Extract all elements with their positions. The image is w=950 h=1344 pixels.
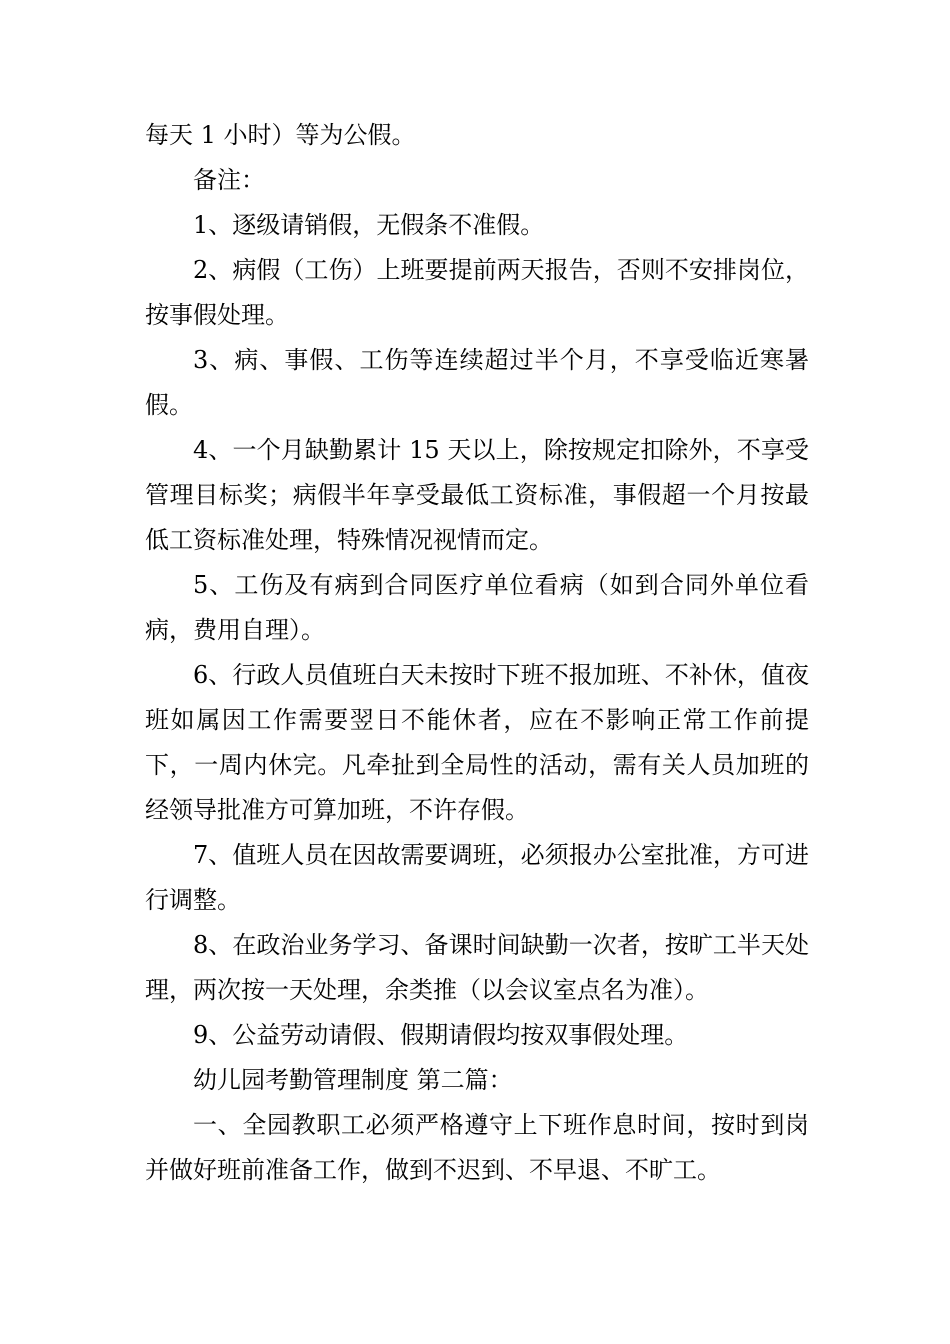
document-body xyxy=(145,113,809,1193)
paragraph-notes-heading: 备注： xyxy=(193,166,265,194)
paragraph-rule-1: 一、全园教职工必须严格遵守上下班作息时间，按时到岗并做好班前准备工作，做到不迟到、不早退、不旷工。 xyxy=(145,1111,809,1184)
section-heading: 幼儿园考勤管理制度 第二篇： xyxy=(193,1066,513,1094)
paragraph-note-3: 3、病、事假、工伤等连续超过半个月，不享受临近寒暑假。 xyxy=(145,346,809,419)
paragraph-note-5: 5、工伤及有病到合同医疗单位看病（如到合同外单位看病，费用自理）。 xyxy=(145,571,809,644)
paragraph-note-6: 6、行政人员值班白天未按时下班不报加班、不补休，值夜班如属因工作需要翌日不能休者，应在不影响正常工作前提下，一周内休完。凡牵扯到全局性的活动，需有关人员加班的经领导批准方可算加班，不许存假。 xyxy=(145,661,809,824)
paragraph-note-2: 2、病假（工伤）上班要提前两天报告，否则不安排岗位，按事假处理。 xyxy=(145,256,809,329)
paragraph-note-7: 7、值班人员在因故需要调班，必须报办公室批准，方可进行调整。 xyxy=(145,841,809,914)
paragraph-note-1: 1、逐级请销假，无假条不准假。 xyxy=(193,211,545,239)
paragraph-note-9: 9、公益劳动请假、假期请假均按双事假处理。 xyxy=(193,1021,689,1049)
paragraph-note-8: 8、在政治业务学习、备课时间缺勤一次者，按旷工半天处理，两次按一天处理，余类推（以会议室点名为准）。 xyxy=(145,931,809,1004)
paragraph-note-4: 4、一个月缺勤累计 15 天以上，除按规定扣除外，不享受管理目标奖；病假半年享受最低工资标准，事假超一个月按最低工资标准处理，特殊情况视情而定。 xyxy=(145,436,809,554)
paragraph-1: 每天 1 小时）等为公假。 xyxy=(145,121,416,149)
